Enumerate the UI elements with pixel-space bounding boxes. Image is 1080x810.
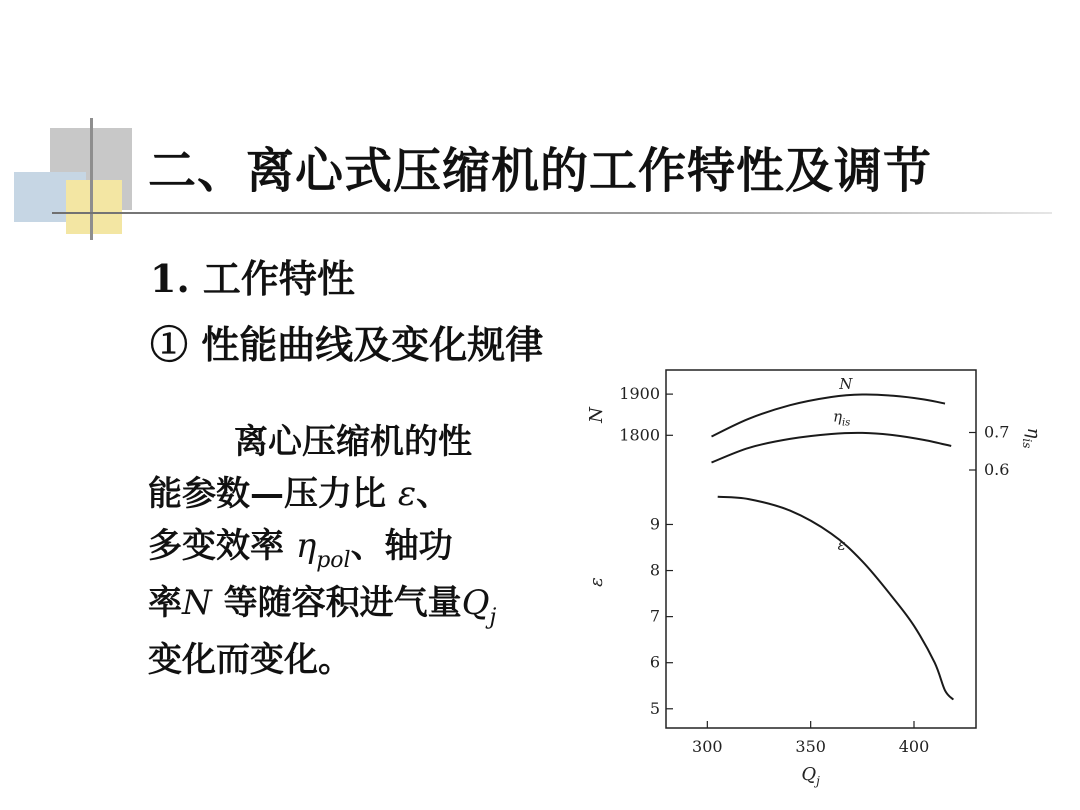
x-tick-label: 400 [898, 737, 930, 756]
body-line-3-text: 多变效率 [148, 526, 296, 566]
y-tick-label: 1800 [619, 425, 660, 445]
y-tick-label: 7 [649, 606, 660, 626]
body-line-3 [148, 520, 568, 577]
performance-curve-chart [578, 360, 1044, 790]
y-axis-label: N [586, 407, 607, 423]
body-line-3-end: 、轴功 [350, 526, 453, 566]
y-tick-label: 6 [649, 652, 660, 672]
series-label: $\eta_{is}$ [832, 407, 851, 429]
x-tick-label: 350 [795, 737, 826, 756]
symbol-eta: η [295, 526, 317, 566]
y-tick-label: 9 [649, 514, 660, 534]
y-tick-label: 1900 [619, 384, 660, 404]
series-line [712, 394, 946, 436]
body-line-4 [148, 577, 568, 634]
body-line-5: 变化而变化。 [148, 640, 352, 680]
y-tick-label: 5 [649, 698, 660, 718]
title-underline [52, 212, 1052, 214]
symbol-epsilon: ε [397, 474, 417, 514]
symbol-n: N [182, 583, 212, 623]
symbol-q-subscript: j [489, 605, 497, 630]
series-line [718, 497, 954, 700]
body-paragraph [148, 416, 568, 686]
series-line [712, 433, 952, 463]
plot-frame [666, 370, 976, 728]
decorative-vertical-line [90, 118, 93, 240]
body-line-1: 离心压缩机的性 [234, 422, 472, 462]
section-heading: 1. 工作特性 [150, 256, 355, 301]
series-label: N [839, 375, 853, 394]
x-axis-label: $Q_j$ [801, 764, 820, 788]
body-line-4-mid: 等随容积进气量 [211, 583, 462, 623]
body-line-2-text: 能参数—压力比 [148, 474, 398, 514]
y-tick-label: 0.6 [984, 460, 1010, 479]
symbol-eta-subscript: pol [316, 548, 351, 573]
body-line-2 [148, 468, 568, 520]
subsection-heading: ① 性能曲线及变化规律 [150, 322, 544, 367]
body-line-4-text: 率 [148, 583, 182, 623]
y-axis-label: ε [586, 577, 607, 587]
symbol-q: Q [461, 583, 490, 623]
decorative-square-yellow [66, 180, 122, 234]
page-title: 二、离心式压缩机的工作特性及调节 [148, 143, 933, 199]
y-tick-label: 0.7 [984, 422, 1010, 442]
y-tick-label: 8 [649, 560, 660, 580]
x-tick-label: 300 [692, 737, 723, 756]
body-line-2-end: 、 [416, 474, 451, 514]
series-label: ε [837, 535, 846, 554]
y-axis-label: $\eta_{is}$ [1020, 427, 1044, 449]
